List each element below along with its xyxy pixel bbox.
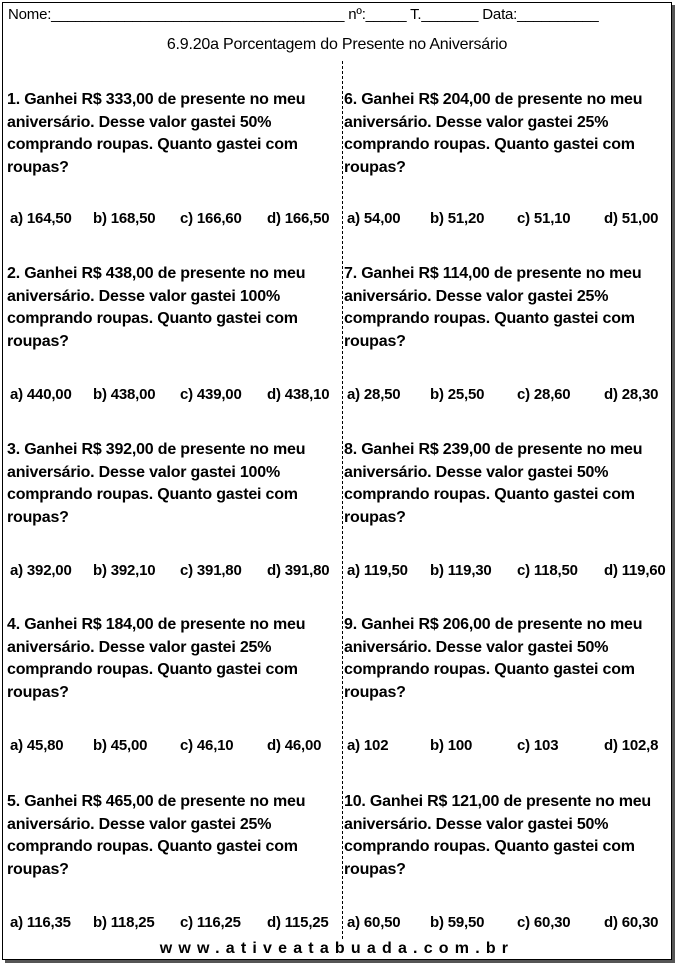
option-b[interactable]: b) 438,00: [93, 386, 156, 403]
question-text: 10. Ganhei R$ 121,00 de presente no meu aniversário. Desse valor gastei 50% comprando roupas. Quanto gastei com roupas?: [344, 793, 651, 878]
question-text: 3. Ganhei R$ 392,00 de presente no meu aniversário. Desse valor gastei 100% comprando roupas. Quanto gastei com roupas?: [7, 441, 306, 526]
option-a[interactable]: a) 28,50: [347, 386, 401, 403]
option-c[interactable]: c) 166,60: [180, 210, 242, 227]
option-d[interactable]: d) 51,00: [604, 210, 659, 227]
question-2: [7, 263, 337, 353]
option-a[interactable]: a) 116,35: [10, 914, 71, 931]
option-a[interactable]: a) 119,50: [347, 562, 408, 579]
option-d[interactable]: d) 438,10: [267, 386, 330, 403]
option-a[interactable]: a) 54,00: [347, 210, 401, 227]
column-divider: [342, 61, 343, 939]
option-d[interactable]: d) 46,00: [267, 737, 322, 754]
question-text: 2. Ganhei R$ 438,00 de presente no meu aniversário. Desse valor gastei 100% comprando roupas. Quanto gastei com roupas?: [7, 265, 306, 350]
question-9: [344, 614, 674, 704]
question-3: [7, 439, 337, 529]
option-d[interactable]: d) 60,30: [604, 914, 659, 931]
option-d[interactable]: d) 102,8: [604, 737, 659, 754]
worksheet: [2, 2, 672, 960]
question-text: 7. Ganhei R$ 114,00 de presente no meu aniversário. Desse valor gastei 25% comprando roupas. Quanto gastei com roupas?: [344, 265, 642, 350]
option-c[interactable]: c) 28,60: [517, 386, 571, 403]
option-d[interactable]: d) 391,80: [267, 562, 330, 579]
option-b[interactable]: b) 25,50: [430, 386, 485, 403]
option-d[interactable]: d) 28,30: [604, 386, 659, 403]
question-text: 5. Ganhei R$ 465,00 de presente no meu aniversário. Desse valor gastei 25% comprando roupas. Quanto gastei com roupas?: [7, 793, 306, 878]
option-d[interactable]: d) 166,50: [267, 210, 330, 227]
option-c[interactable]: c) 118,50: [517, 562, 578, 579]
option-d[interactable]: d) 115,25: [267, 914, 329, 931]
option-a[interactable]: a) 164,50: [10, 210, 72, 227]
option-b[interactable]: b) 168,50: [93, 210, 156, 227]
question-text: 9. Ganhei R$ 206,00 de presente no meu aniversário. Desse valor gastei 50% comprando roupas. Quanto gastei com roupas?: [344, 616, 643, 701]
question-10: [344, 791, 674, 881]
option-c[interactable]: c) 46,10: [180, 737, 234, 754]
question-7: [344, 263, 674, 353]
option-b[interactable]: b) 392,10: [93, 562, 156, 579]
question-4: [7, 614, 337, 704]
option-b[interactable]: b) 119,30: [430, 562, 492, 579]
option-c[interactable]: c) 439,00: [180, 386, 242, 403]
option-a[interactable]: a) 102: [347, 737, 389, 754]
option-a[interactable]: a) 440,00: [10, 386, 72, 403]
option-d[interactable]: d) 119,60: [604, 562, 666, 579]
option-b[interactable]: b) 45,00: [93, 737, 148, 754]
option-b[interactable]: b) 51,20: [430, 210, 485, 227]
student-info-header: Nome:____________________________________ nº:_____ T._______ Data:__________: [8, 6, 599, 23]
question-text: 8. Ganhei R$ 239,00 de presente no meu aniversário. Desse valor gastei 50% comprando roupas. Quanto gastei com roupas?: [344, 441, 643, 526]
option-b[interactable]: b) 118,25: [93, 914, 155, 931]
option-c[interactable]: c) 391,80: [180, 562, 242, 579]
question-text: 6. Ganhei R$ 204,00 de presente no meu aniversário. Desse valor gastei 25% comprando roupas. Quanto gastei com roupas?: [344, 91, 643, 176]
option-a[interactable]: a) 45,80: [10, 737, 64, 754]
option-c[interactable]: c) 116,25: [180, 914, 241, 931]
option-c[interactable]: c) 51,10: [517, 210, 571, 227]
option-b[interactable]: b) 100: [430, 737, 473, 754]
website-footer: www.ativeatabuada.com.br: [159, 940, 515, 957]
option-c[interactable]: c) 103: [517, 737, 559, 754]
question-text: 1. Ganhei R$ 333,00 de presente no meu aniversário. Desse valor gastei 50% comprando roupas. Quanto gastei com roupas?: [7, 91, 306, 176]
page-title: 6.9.20a Porcentagem do Presente no Aniversário: [166, 36, 508, 53]
question-1: [7, 89, 337, 179]
option-a[interactable]: a) 392,00: [10, 562, 72, 579]
question-5: [7, 791, 337, 881]
question-8: [344, 439, 674, 529]
option-b[interactable]: b) 59,50: [430, 914, 485, 931]
option-a[interactable]: a) 60,50: [347, 914, 401, 931]
question-6: [344, 89, 674, 179]
question-text: 4. Ganhei R$ 184,00 de presente no meu aniversário. Desse valor gastei 25% comprando roupas. Quanto gastei com roupas?: [7, 616, 306, 701]
option-c[interactable]: c) 60,30: [517, 914, 571, 931]
